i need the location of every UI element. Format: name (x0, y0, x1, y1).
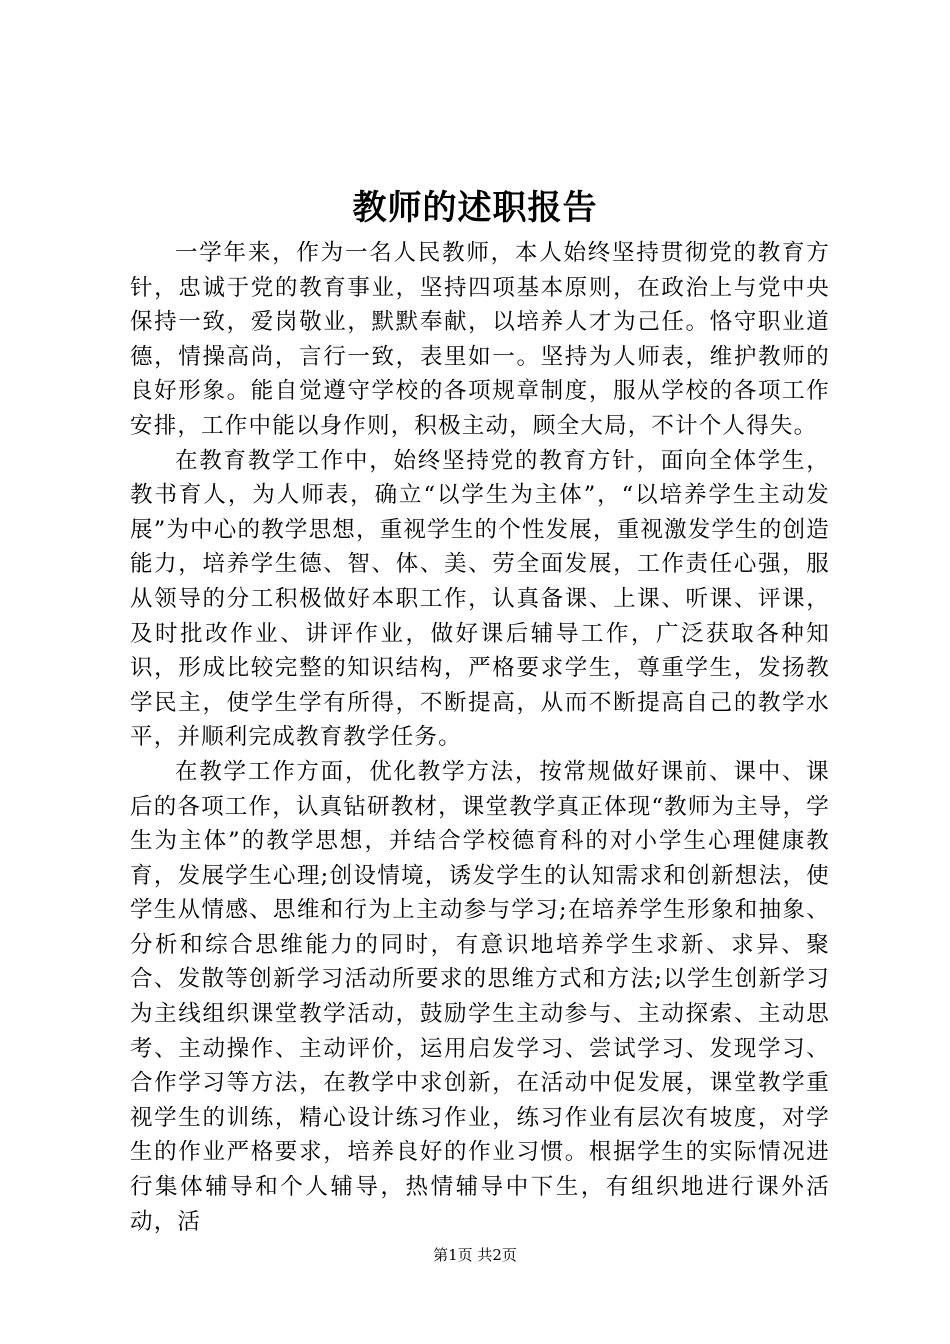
document-title: 教师的述职报告 (352, 188, 598, 228)
document-body (130, 236, 830, 1239)
paragraph-1: 一学年来，作为一名人民教师，本人始终坚持贯彻党的教育方针，忠诚于党的教育事业，坚持四项基本原则，在政治上与党中央保持一致，爱岗敬业，默默奉献，以培养人才为己任。恪守职业道德，情操高尚，言行一致，表里如一。坚持为人师表，维护教师的良好形象。能自觉遵守学校的各项规章制度，服从学校的各项工作安排，工作中能以身作则，积极主动，顾全大局，不计个人得失。 (130, 240, 830, 439)
paragraph-2: 在教育教学工作中，始终坚持党的教育方针，面向全体学生，教书育人，为人师表，确立“以学生为主体”，“以培养学生主动发展”为中心的教学思想，重视学生的个性发展，重视激发学生的创造能力，培养学生德、智、体、美、劳全面发展，工作责任心强，服从领导的分工积极做好本职工作，认真备课、上课、听课、评课，及时批改作业、讲评作业，做好课后辅导工作，广泛获取各种知识，形成比较完整的知识结构，严格要求学生，尊重学生，发扬教学民主，使学生学有所得，不断提高，从而不断提高自己的教学水平，并顺利完成教育教学任务。 (130, 447, 831, 751)
page-number-footer: 第1页 共2页 (433, 1246, 517, 1264)
paragraph-3: 在教学工作方面，优化教学方法，按常规做好课前、课中、课后的各项工作，认真钻研教材，课堂教学真正体现“教师为主导，学生为主体”的教学思想，并结合学校德育科的对小学生心理健康教育，发展学生心理;创设情境，诱发学生的认知需求和创新想法，使学生从情感、思维和行为上主动参与学习;在培养学生形象和抽象、分析和综合思维能力的同时，有意识地培养学生求新、求异、聚合、发散等创新学习活动所要求的思维方式和方法;以学生创新学习为主线组织课堂教学活动，鼓励学生主动参与、主动探索、主动思考、主动操作、主动评价，运用启发学习、尝试学习、发现学习、合作学习等方法，在教学中求创新，在活动中促发展，课堂教学重视学生的训练，精心设计练习作业，练习作业有层次有坡度，对学生的作业严格要求，培养良好的作业习惯。根据学生的实际情况进行集体辅导和个人辅导，热情辅导中下生，有组织地进行课外活动，活 (130, 758, 831, 1235)
